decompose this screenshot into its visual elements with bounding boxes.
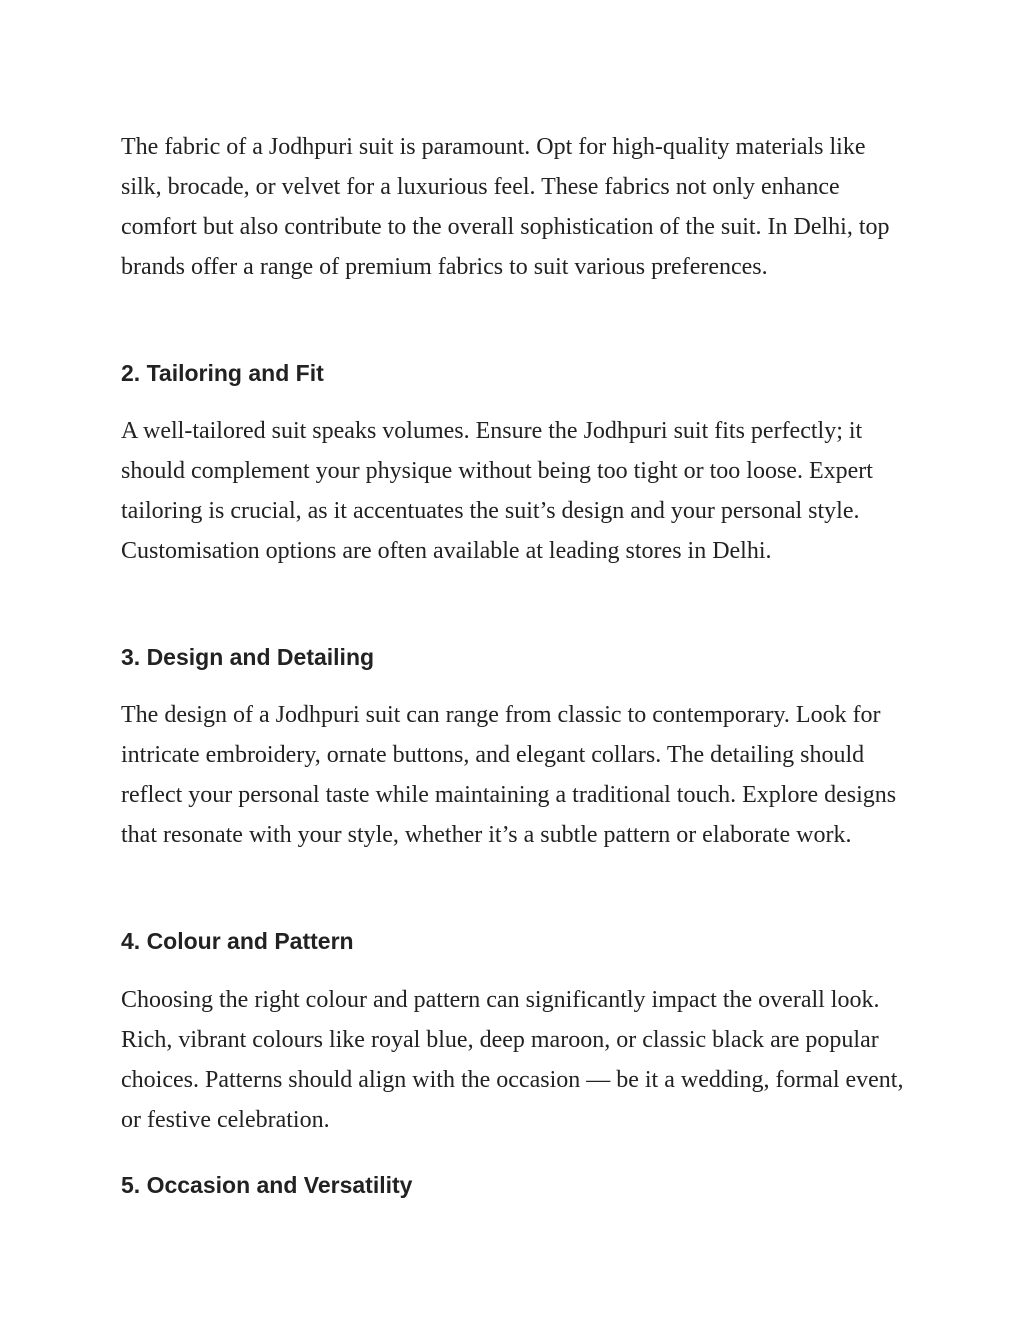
paragraph-tailoring: A well-tailored suit speaks volumes. Ensure the Jodhpuri suit fits perfectly; it should complement your physique without being too tight or too loose. Expert tailoring is crucial, as it accentuates the suit’s design and your personal style. Customisation options are often available at leading stores in Delhi. bbox=[121, 418, 873, 564]
heading-occasion-and-versatility: 5. Occasion and Versatility bbox=[121, 1172, 413, 1198]
paragraph-fabric: The fabric of a Jodhpuri suit is paramount. Opt for high-quality materials like silk, brocade, or velvet for a luxurious feel. These fabrics not only enhance comfort but also contribute to the overall sophistication of the suit. In Delhi, top brands offer a range of premium fabrics to suit various preferences. bbox=[121, 134, 890, 280]
paragraph-design: The design of a Jodhpuri suit can range from classic to contemporary. Look for intricate embroidery, ornate buttons, and elegant collars. The detailing should reflect your personal taste while maintaining a traditional touch. Explore designs that resonate with your style, whether it’s a subtle pattern or elaborate work. bbox=[121, 702, 897, 848]
paragraph-colour: Choosing the right colour and pattern can significantly impact the overall look. Rich, vibrant colours like royal blue, deep maroon, or classic black are popular choices. Patterns should align with the occasion — be it a wedding, formal event, or festive celebration. bbox=[121, 987, 904, 1133]
heading-colour-and-pattern: 4. Colour and Pattern bbox=[121, 928, 354, 954]
heading-design-and-detailing: 3. Design and Detailing bbox=[121, 644, 375, 670]
heading-tailoring-and-fit: 2. Tailoring and Fit bbox=[121, 360, 324, 386]
